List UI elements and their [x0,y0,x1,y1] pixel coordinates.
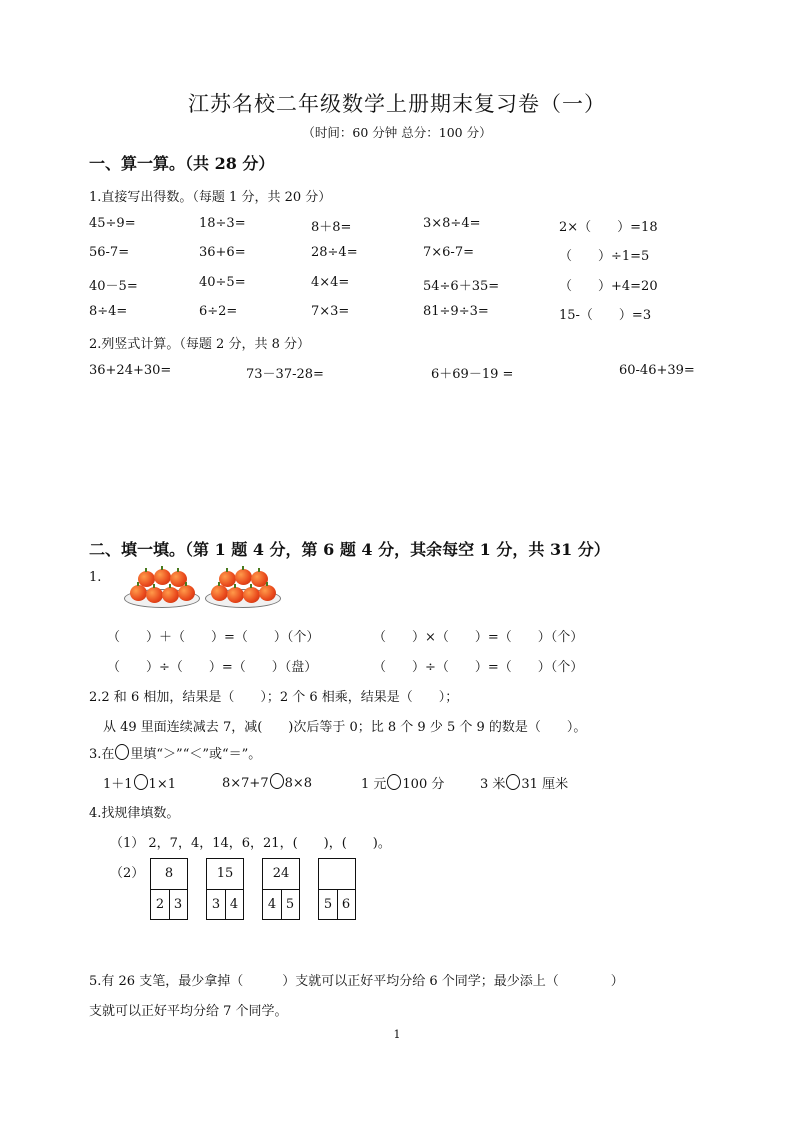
apple-icon [227,587,244,603]
apple-plate-picture [205,565,281,609]
q1-item: 81÷9÷3= [423,304,489,319]
vertical-calc-item: 73－37-28= [246,367,324,382]
circle-icon [506,774,520,790]
apple-icon [146,587,163,603]
q2-1-number: 1. [89,570,102,585]
apple-icon [178,585,195,601]
q2-1-line1-right: （ ）×（ ）=（ ）（个） [373,630,584,645]
compare-item: 8×7+7 8×8 [222,773,312,791]
pattern-box-left: 2 [151,890,170,919]
pattern-box-right: 6 [341,897,351,912]
q2-5-line1: 5.有 26 支笔，最少拿掉（ ）支就可以正好平均分给 6 个同学；最少添上（ ） [89,974,624,989]
q1-item: 15-（ ）=3 [559,308,652,323]
apple-icon [235,569,252,585]
pattern-box-top: 8 [151,859,187,890]
q1-item: 8÷4= [89,304,128,319]
q2-1-line2-right: （ ）÷（ ）=（ ）（个） [373,660,584,675]
q1-item: （ ）÷1=5 [559,249,650,264]
pattern-box-left: 5 [319,890,338,919]
apple-icon [259,585,276,601]
pattern-box-right: 3 [173,897,183,912]
pattern-box-top: 24 [263,859,299,890]
page-number: 1 [393,1028,401,1041]
q1-item: 7×3= [311,304,350,319]
pattern-box [150,858,188,920]
apple-icon [243,587,260,603]
apple-icon [211,585,228,601]
q2-2-line2: 从 49 里面连续减去 7，减( )次后等于 0；比 8 个 9 少 5 个 9 的数是（ ）。 [103,720,587,735]
q1-item: 56-7= [89,245,130,260]
section-1-heading: 一、算一算。（共 28 分） [89,154,275,173]
vertical-calc-item: 6＋69－19 = [431,367,514,382]
page-title: 江苏名校二年级数学上册期末复习卷（一） [188,92,606,116]
q2-5-line2: 支就可以正好平均分给 7 个同学。 [89,1004,288,1019]
pattern-box [206,858,244,920]
q1-item: 40÷5= [199,275,246,290]
compare-item: 1＋1 1×1 [103,773,176,792]
apple-plate-picture [124,565,200,609]
q1-item: 18÷3= [199,216,246,231]
q1-item: 2×（ ）=18 [559,220,658,235]
circle-icon [115,744,129,760]
page-subtitle: （时间：60 分钟 总分：100 分） [302,125,492,140]
apple-icon [130,585,147,601]
pattern-box-top [319,859,355,890]
apple-icon [162,587,179,603]
q1-item: 8＋8= [311,220,352,235]
q1-item: 28÷4= [311,245,358,260]
pattern-box [262,858,300,920]
pattern-box-right: 4 [229,897,239,912]
circle-icon [134,774,148,790]
q1-item: 6÷2= [199,304,238,319]
q1-item: 36+6= [199,245,246,260]
vertical-calc-item: 36+24+30= [89,363,172,378]
pattern-box-left: 4 [263,890,282,919]
q2-2-line1: 2.2 和 6 相加，结果是（ ）；2 个 6 相乘，结果是（ ）； [89,690,459,705]
q1-item: 4×4= [311,275,350,290]
circle-icon [387,774,401,790]
q1-item: 45÷9= [89,216,136,231]
q2-4-label: 4.找规律填数。 [89,806,180,821]
q2-3-label: 3.在 里填“＞”“＜”或“＝”。 [89,743,261,762]
pattern-box-top: 15 [207,859,243,890]
compare-item: 3 米 31 厘米 [480,773,568,792]
pattern-box [318,858,356,920]
q2-4-part2-label: （2） [110,866,145,881]
q1-item: 7×6-7= [423,245,474,260]
compare-item: 1 元 100 分 [361,773,444,792]
pattern-box-left: 3 [207,890,226,919]
q2-4-part1: （1） 2，7，4，14，6，21，( )，( )。 [110,836,391,851]
vertical-calc-item: 60-46+39= [619,363,695,378]
apple-icon [154,569,171,585]
pattern-box-right: 5 [285,897,295,912]
q2-label: 2.列竖式计算。（每题 2 分，共 8 分） [89,337,310,352]
q1-item: 3×8÷4= [423,216,481,231]
q1-item: （ ）+4=20 [559,279,658,294]
q2-1-line2-left: （ ）÷（ ）=（ ）（盘） [107,660,318,675]
section-2-heading: 二、填一填。（第 1 题 4 分，第 6 题 4 分，其余每空 1 分，共 31 分） [89,540,610,559]
circle-icon [270,773,284,789]
q1-item: 54÷6＋35= [423,279,500,294]
q2-1-line1-left: （ ）＋（ ）=（ ）（个） [107,630,320,645]
q1-label: 1.直接写出得数。（每题 1 分，共 20 分） [89,190,332,205]
q1-item: 40－5= [89,279,138,294]
